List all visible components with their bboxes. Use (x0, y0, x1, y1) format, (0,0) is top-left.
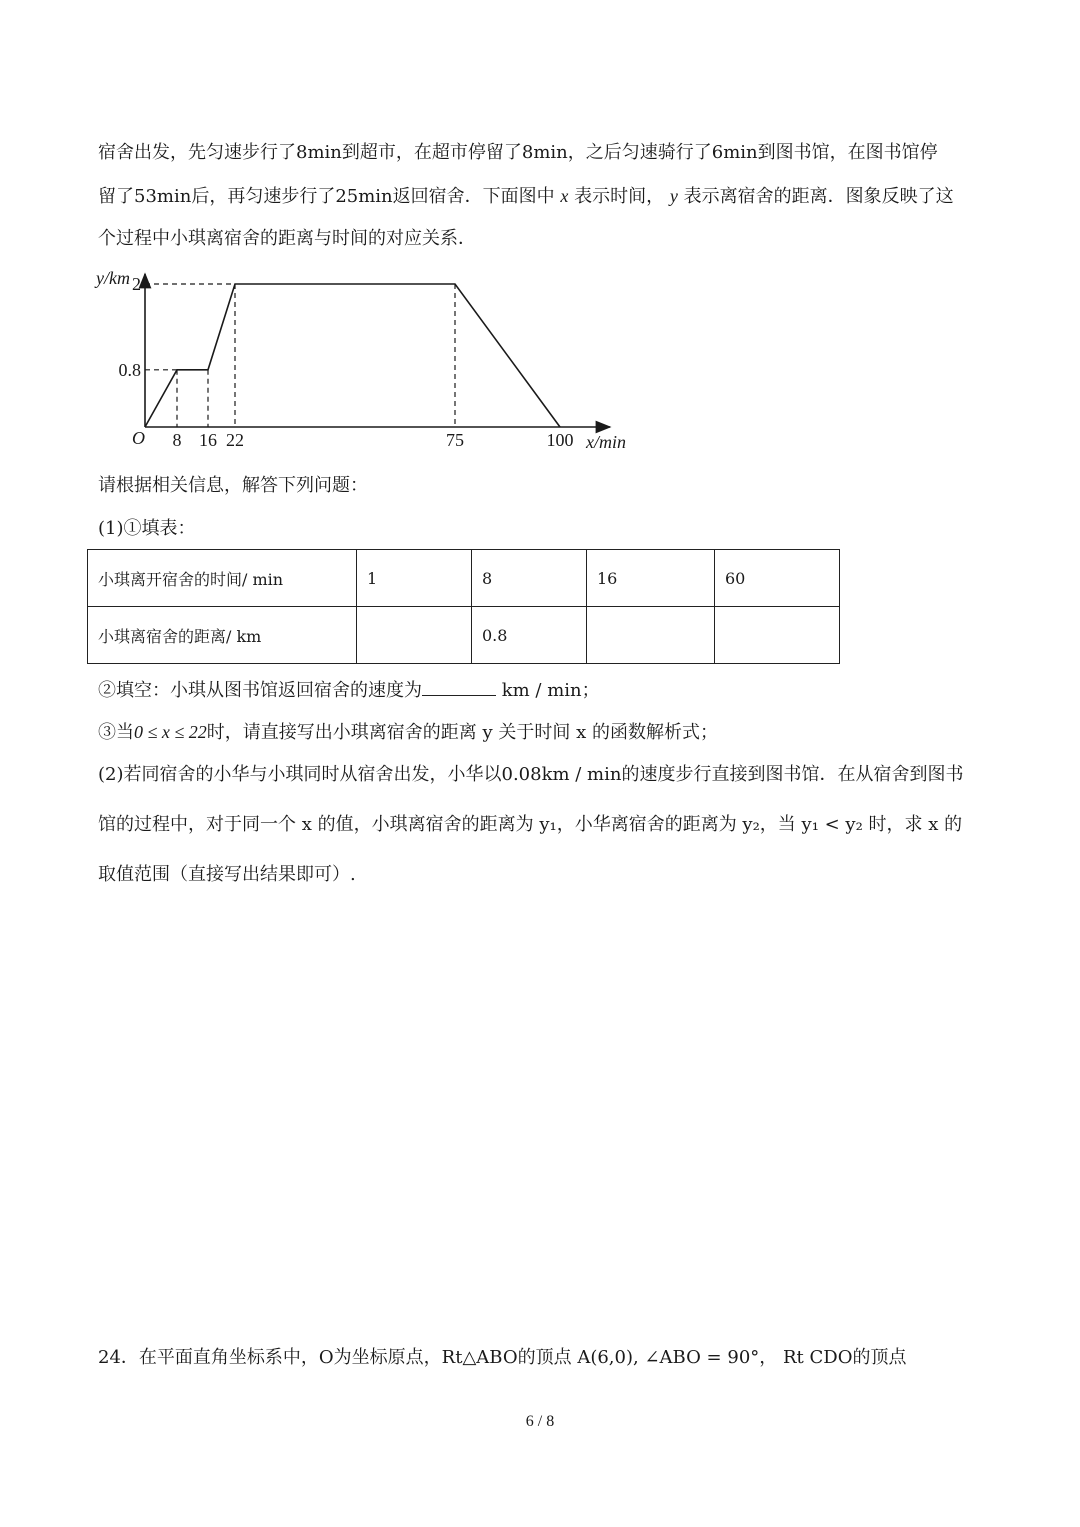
page-number: 6 / 8 (525, 1413, 555, 1430)
table-cell-blank[interactable] (587, 607, 715, 664)
table-cell: 60 (715, 550, 840, 607)
var-y: y (669, 186, 678, 206)
x-axis-label: x/min (586, 432, 626, 452)
question-1-3-condition: 0 ≤ x ≤ 22 (134, 722, 207, 742)
x-tick-16: 16 (199, 430, 217, 450)
origin-label: O (132, 428, 145, 448)
table-cell: 0.8 (472, 607, 587, 664)
intro-line-2-post: 表示离宿舍的距离．图象反映了这 (683, 186, 954, 207)
question-1-3 (98, 720, 718, 745)
question-2-line-1: (2)若同宿舍的小华与小琪同时从宿舍出发，小华以0.08km / min的速度步行直接到图书馆．在从宿舍到图书 (98, 764, 964, 785)
var-x: x (560, 186, 569, 206)
intro-line-3: 个过程中小琪离宿舍的距离与时间的对应关系． (98, 228, 476, 249)
distance-time-graph (90, 262, 650, 462)
fill-in-table (87, 549, 840, 664)
table-cell: 16 (587, 550, 715, 607)
y-tick-2: 2 (132, 274, 141, 294)
x-tick-100: 100 (546, 430, 574, 450)
dashed-guides (145, 284, 455, 427)
question-24: 24．在平面直角坐标系中，O为坐标原点，Rt△ABO的顶点 A(6,0), ∠ABO = 90°， Rt CDO的顶点 (98, 1347, 907, 1368)
intro-line-2-mid: 表示时间， (574, 186, 665, 207)
question-1-2 (98, 677, 600, 703)
x-tick-8: 8 (172, 430, 182, 450)
distance-series-line (145, 284, 560, 427)
table-row-time (88, 550, 840, 607)
question-1-label: (1)①填表： (98, 518, 196, 539)
intro-line-2-pre: 留了53min后，再匀速步行了25min返回宿舍．下面图中 (98, 186, 555, 207)
question-1-2-pre: ②填空：小琪从图书馆返回宿舍的速度为 (98, 680, 422, 701)
x-tick-22: 22 (226, 430, 244, 450)
intro-line-1: 宿舍出发，先匀速步行了8min到超市，在超市停留了8min，之后匀速骑行了6min到图书馆，在图书馆停 (98, 142, 938, 163)
table-header-time: 小琪离开宿舍的时间/ min (88, 550, 357, 607)
question-1-3-post: 时，请直接写出小琪离宿舍的距离 y 关于时间 x 的函数解析式； (206, 722, 718, 743)
x-tick-75: 75 (446, 430, 464, 450)
question-1-3-pre: ③当 (98, 722, 134, 743)
intro-line-2 (98, 184, 954, 209)
y-tick-0.8: 0.8 (118, 359, 141, 380)
question-2-line-3: 取值范围（直接写出结果即可）. (98, 864, 356, 885)
question-1-2-post: km / min； (496, 680, 600, 701)
table-row-distance (88, 607, 840, 664)
y-axis-label: y/km (96, 268, 130, 288)
table-cell-blank[interactable] (715, 607, 840, 664)
table-cell-blank[interactable] (357, 607, 472, 664)
prompt-text: 请根据相关信息，解答下列问题： (98, 475, 368, 496)
table-cell: 8 (472, 550, 587, 607)
table-cell: 1 (357, 550, 472, 607)
table-header-distance: 小琪离宿舍的距离/ km (88, 607, 357, 664)
tick-labels (119, 274, 574, 450)
answer-blank[interactable] (422, 677, 496, 696)
question-2-line-2: 馆的过程中，对于同一个 x 的值，小琪离宿舍的距离为 y₁，小华离宿舍的距离为 y₂，当 y₁ < y₂ 时，求 x 的 (98, 814, 963, 835)
